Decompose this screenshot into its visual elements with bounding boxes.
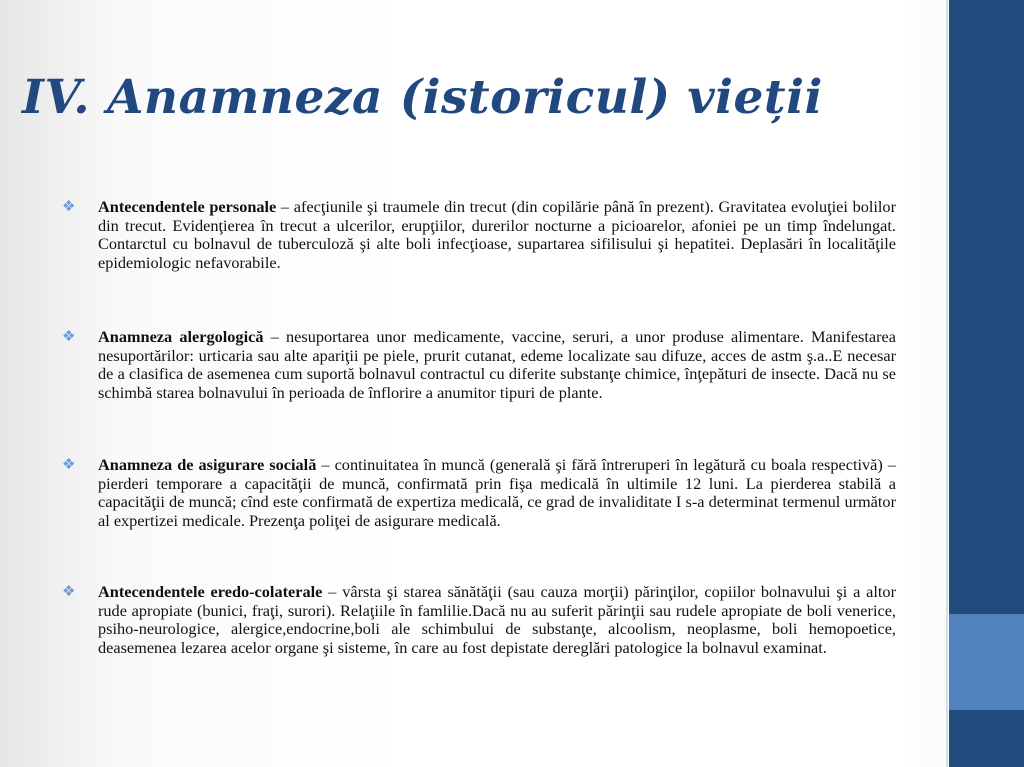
item-heading: Antecendentele eredo-colaterale bbox=[98, 582, 323, 601]
item-heading: Anamneza de asigurare socială bbox=[98, 455, 317, 474]
item-text: – continuitatea în muncă (generală şi fără întreruperi în legătură cu boala respectivă) – pierderi temporare a capacităţii de muncă, confirmată prin fişa medicală în ultimile 12 luni. La pierderea stabilă a capacităţii de muncă; cînd este confirmată de expertiza medicală, ce grad de invaliditate I s-a determinat termenul următor al expertizei medicale. Prezenţa poliţei de asigurare medicală. bbox=[98, 455, 896, 530]
diamond-bullet-icon: ❖ bbox=[62, 457, 76, 473]
item-text: – nesuportarea unor medicamente, vaccine, seruri, a unor produse alimentare. Manifestarea nesuportărilor: urticaria sau alte apariţii pe piele, prurit cutanat, edeme localizate sau difuze, acces de astm ş.a..E necesar de a clasifica de asemenea cum suportă bolnavul contractul cu diferite substanţe chimice, înţepături de insecte. Dacă nu se schimbă starea bolnavului în perioada de înflorire a anumitor tipuri de plante. bbox=[98, 327, 897, 402]
sidebar-divider bbox=[946, 0, 948, 767]
bullet-item-social-insurance bbox=[62, 455, 896, 530]
bullet-item-hereditary-history bbox=[62, 582, 896, 657]
item-text: – afecţiunile şi traumele din trecut (din copilărie până în prezent). Gravitatea evoluţiei bolilor din trecut. Evidenţierea în trecut a ulcerilor, erupţiilor, durerilor nocturne a picioarelor, afoniei pe un timp îndelungat. Contarctul cu bolnavul de tuberculoză şi alte boli infecţioase, supartarea sifilisului şi hepatitei. Deplasări în localităţile epidemiologic nefavorabile. bbox=[98, 197, 896, 272]
slide-title: IV. Anamneza (istoricul) vieții bbox=[22, 70, 823, 125]
item-heading: Antecendentele personale bbox=[98, 197, 277, 216]
item-heading: Anamneza alergologică bbox=[98, 327, 264, 346]
decorative-sidebar-accent bbox=[949, 614, 1024, 710]
bullet-item-personal-history bbox=[62, 197, 896, 272]
diamond-bullet-icon: ❖ bbox=[62, 584, 76, 600]
bullet-item-allergy-history bbox=[62, 327, 897, 402]
diamond-bullet-icon: ❖ bbox=[62, 199, 76, 215]
item-text: – vârsta şi starea sănătăţii (sau cauza morţii) părinţilor, copiilor bolnavului şi a altor rude apropiate (bunici, fraţi, surori). Relaţiile în famlilie.Dacă nu au suferit părinţii sau rudele apropiate de boli venerice, psiho-neurologice, alergice,endocrine,boli ale schimbului de substanţe, alcoolism, neoplasme, boli hemopoetice, deasemenea lezarea acelor organe şi sisteme, în care au fost depistate dereglări patologice la bolnavul examinat. bbox=[98, 582, 896, 657]
diamond-bullet-icon: ❖ bbox=[62, 329, 76, 345]
